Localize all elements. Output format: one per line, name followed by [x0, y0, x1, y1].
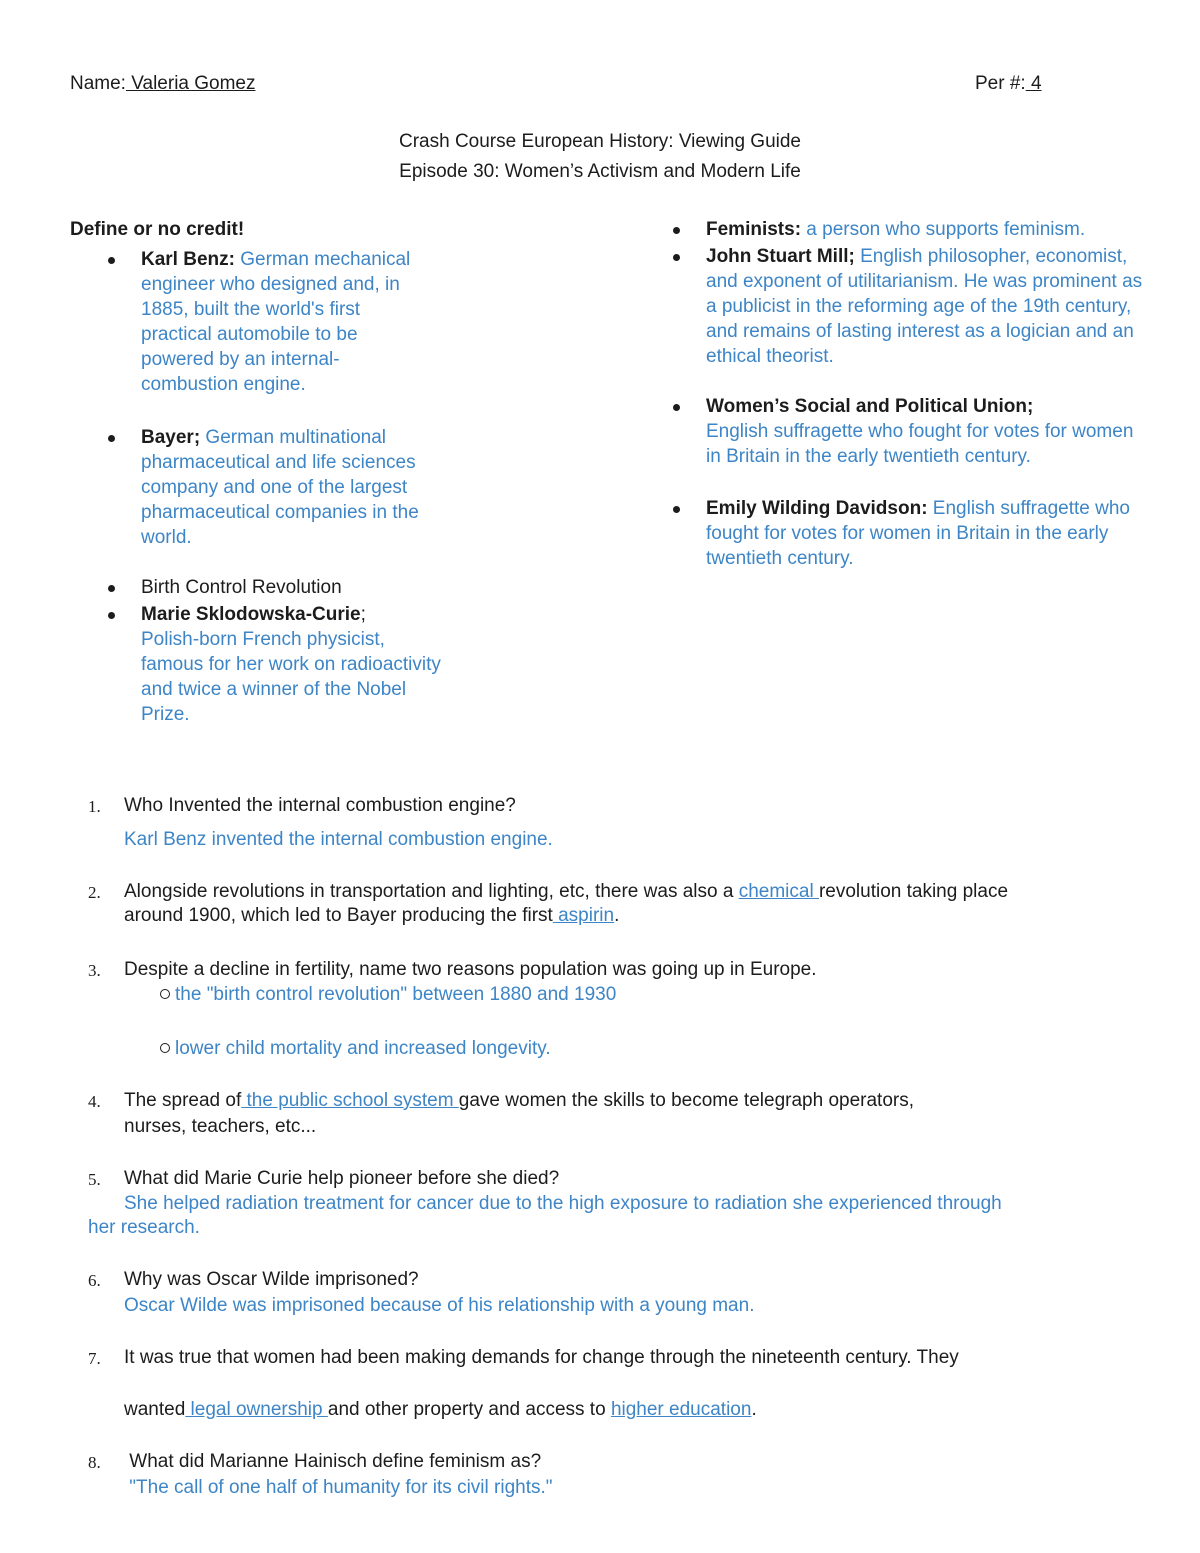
fill-blank[interactable]: higher education: [610, 1399, 752, 1420]
question-8-text: What did Marianne Hainisch define feminism as?: [124, 1451, 542, 1472]
term-bayer: [141, 425, 431, 550]
fill-blank[interactable]: chemical: [738, 881, 819, 902]
term-label: Women’s Social and Political Union;: [706, 396, 1034, 417]
question-text: around 1900, which led to Bayer producing the first: [124, 905, 553, 926]
bullet-icon: [673, 404, 680, 411]
question-number: 4.: [88, 1092, 101, 1111]
term-definition: English suffragette who fought for votes for women in Britain in the early twentieth century.: [706, 421, 1134, 467]
name-line: [70, 73, 256, 95]
bullet-icon: [673, 506, 680, 513]
period-line: [975, 73, 1042, 95]
bullet-icon: [108, 435, 115, 442]
question-text: and other property and access to: [327, 1399, 611, 1420]
term-emily-davidson: [706, 496, 1146, 571]
term-feminists: [706, 217, 1146, 242]
term-label: Birth Control Revolution: [141, 577, 342, 598]
question-number: 3.: [88, 961, 101, 980]
period-value[interactable]: 4: [1025, 73, 1042, 94]
term-label: Marie Sklodowska-Curie: [141, 604, 361, 625]
term-label: John Stuart Mill;: [706, 246, 855, 267]
question-1-text: Who Invented the internal combustion engine?: [124, 795, 516, 816]
question-text: wanted: [124, 1399, 186, 1420]
question-7-text: It was true that women had been making demands for change through the nineteenth century. They: [124, 1347, 959, 1368]
name-value[interactable]: Valeria Gomez: [125, 73, 256, 94]
term-definition: German multinational pharmaceutical and life sciences company and one of the largest pharmaceutical companies in the world.: [141, 427, 419, 548]
question-4-line1: [124, 1090, 914, 1112]
question-3-answer-b: [160, 1038, 551, 1060]
term-karl-benz: [141, 247, 431, 397]
question-number: 6.: [88, 1271, 101, 1290]
bullet-icon: [108, 257, 115, 264]
question-text: gave women the skills to become telegraph operators,: [458, 1090, 914, 1111]
fill-blank[interactable]: the public school system: [241, 1090, 459, 1111]
fill-blank[interactable]: legal ownership: [185, 1399, 328, 1420]
question-number: 7.: [88, 1349, 101, 1368]
question-text: Alongside revolutions in transportation and lighting, etc, there was also a: [124, 881, 739, 902]
question-3-text: Despite a decline in fertility, name two reasons population was going up in Europe.: [124, 959, 817, 980]
question-8-answer[interactable]: "The call of one half of humanity for its civil rights.": [124, 1477, 553, 1498]
term-definition: English suffragette who fought for votes for women in Britain in the early twentieth century.: [706, 498, 1130, 569]
term-marie-curie: [141, 602, 441, 727]
page-subtitle: Episode 30: Women’s Activism and Modern Life: [399, 161, 801, 182]
question-number: 5.: [88, 1170, 101, 1189]
term-label: Emily Wilding Davidson:: [706, 498, 928, 519]
term-wspu: [706, 394, 1146, 469]
question-text: revolution taking place: [818, 881, 1009, 902]
fill-blank[interactable]: aspirin: [552, 905, 615, 926]
question-text: The spread of: [124, 1090, 242, 1111]
hollow-bullet-icon: [160, 1043, 170, 1053]
question-5-text: What did Marie Curie help pioneer before she died?: [124, 1168, 560, 1189]
term-separator: ;: [360, 604, 366, 625]
answer-text[interactable]: lower child mortality and increased longevity.: [175, 1038, 551, 1059]
term-birth-control: [141, 575, 431, 600]
bullet-icon: [108, 585, 115, 592]
question-4-line2: nurses, teachers, etc...: [124, 1116, 317, 1137]
question-1-answer[interactable]: Karl Benz invented the internal combustion engine.: [124, 829, 553, 850]
bullet-icon: [673, 227, 680, 234]
question-6-answer[interactable]: Oscar Wilde was imprisoned because of his relationship with a young man.: [124, 1295, 755, 1316]
term-definition: Polish-born French physicist, famous for her work on radioactivity and twice a winner of the Nobel Prize.: [141, 629, 441, 725]
question-2-line1: [124, 881, 1008, 903]
term-john-stuart-mill: [706, 244, 1146, 369]
bullet-icon: [673, 254, 680, 261]
question-5-answer-line1[interactable]: She helped radiation treatment for cancer due to the high exposure to radiation she experienced through: [124, 1193, 1002, 1214]
term-definition: a person who supports feminism.: [801, 219, 1086, 240]
question-text: .: [751, 1399, 757, 1420]
term-definition: German mechanical engineer who designed and, in 1885, built the world's first practical automobile to be powered by an internal-combustion engine.: [141, 249, 411, 395]
question-number: 8.: [88, 1453, 101, 1472]
answer-text[interactable]: the "birth control revolution" between 1880 and 1930: [175, 984, 617, 1005]
question-number: 2.: [88, 883, 101, 902]
term-label: Karl Benz:: [141, 249, 235, 270]
hollow-bullet-icon: [160, 989, 170, 999]
question-number: 1.: [88, 797, 101, 816]
name-label: Name:: [70, 73, 126, 94]
period-label: Per #:: [975, 73, 1026, 94]
question-7-line2: [124, 1399, 757, 1421]
term-label: Feminists:: [706, 219, 802, 240]
question-text: .: [614, 905, 620, 926]
term-definition: English philosopher, economist, and exponent of utilitarianism. He was prominent as a publicist in the reforming age of the 19th century, and remains of lasting interest as a logician and an ethical theorist.: [706, 246, 1143, 367]
question-3-answer-a: [160, 984, 616, 1006]
term-label: Bayer;: [141, 427, 201, 448]
define-heading: Define or no credit!: [70, 219, 245, 240]
question-6-text: Why was Oscar Wilde imprisoned?: [124, 1269, 419, 1290]
page-title: Crash Course European History: Viewing Guide: [398, 131, 801, 152]
question-2-line2: [124, 905, 619, 927]
bullet-icon: [108, 612, 115, 619]
question-5-answer-line2[interactable]: her research.: [88, 1217, 200, 1238]
